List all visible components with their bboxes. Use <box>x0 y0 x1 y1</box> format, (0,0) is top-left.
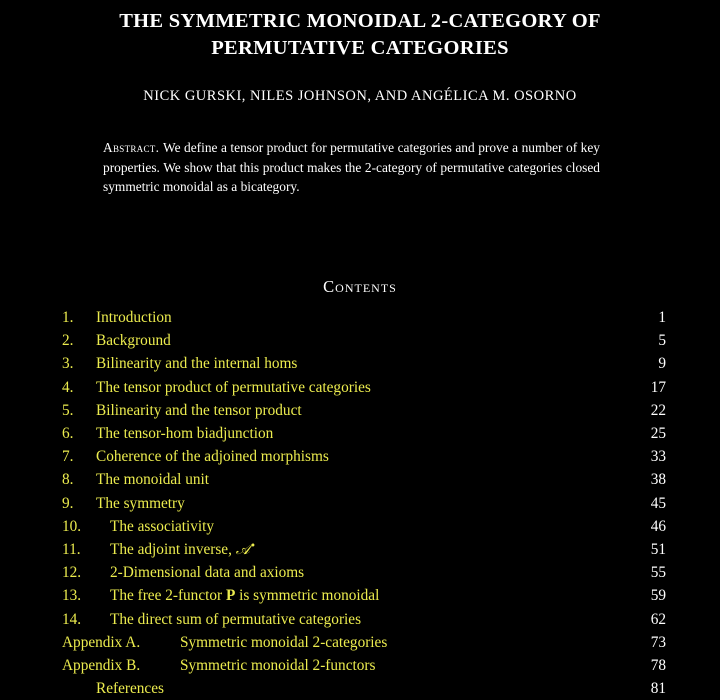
contents-heading: Contents <box>323 277 397 296</box>
toc-entry-page: 59 <box>650 587 666 605</box>
toc-entry-number: 1. <box>62 309 74 326</box>
toc-entry-number: 2. <box>62 332 74 350</box>
toc-entry-number: 10. <box>62 517 82 535</box>
toc-entry[interactable] <box>62 654 666 677</box>
toc-entry-page: 78 <box>650 657 666 675</box>
toc-entry-page: 17 <box>650 378 666 396</box>
toc-entry-number: 14. <box>62 610 82 628</box>
toc-entry-number: 8. <box>62 471 74 489</box>
page-title: THE SYMMETRIC MONOIDAL 2-CATEGORY OF PERMUTATIVE CATEGORIES <box>119 10 601 59</box>
toc-entry-title[interactable]: The direct sum of permutative categories <box>110 610 362 628</box>
toc-entry-number: 7. <box>62 448 74 466</box>
math-superscript-bullet: • <box>249 541 256 553</box>
toc-entry-page: 1 <box>658 309 666 326</box>
toc-entry[interactable] <box>62 445 666 468</box>
toc-entry[interactable] <box>62 352 666 375</box>
toc-entry[interactable] <box>62 468 666 491</box>
toc-entry-title[interactable]: 2-Dimensional data and axioms <box>110 564 305 582</box>
abstract-text: We define a tensor product for permutative categories and prove a number of key properties. We show that this product makes the 2-category of permutative categories closed symmetric monoidal as a bicategory. <box>103 140 600 195</box>
toc-entry-page: 55 <box>650 564 666 582</box>
toc-entry[interactable] <box>62 492 666 515</box>
toc-entry-number: 11. <box>62 541 81 559</box>
toc-entry[interactable] <box>62 376 666 399</box>
toc-entry-page: 5 <box>658 332 666 350</box>
toc-entry[interactable] <box>62 422 666 445</box>
toc-entry-number: 3. <box>62 355 74 373</box>
toc-entry-page: 46 <box>650 517 666 535</box>
toc-entry[interactable] <box>62 584 666 607</box>
toc-entry-page: 73 <box>650 633 666 651</box>
toc-entry-title[interactable]: Background <box>96 332 171 350</box>
toc-entry-page: 22 <box>650 401 666 419</box>
toc-entry-number: 13. <box>62 587 82 605</box>
toc-entry[interactable] <box>62 515 666 538</box>
toc-entry-page: 33 <box>650 448 666 466</box>
table-of-contents <box>62 306 666 700</box>
toc-entry-page: 51 <box>650 541 666 559</box>
toc-entry[interactable] <box>62 399 666 422</box>
toc-entry-number: 12. <box>62 564 82 582</box>
toc-entry-page: 38 <box>650 471 666 489</box>
toc-entry[interactable] <box>62 631 666 654</box>
toc-entry[interactable] <box>62 306 666 329</box>
toc-entry-page: 62 <box>650 610 666 628</box>
toc-entry-title[interactable]: The free 2-functor P is symmetric monoidal <box>110 587 380 605</box>
math-symbol-adjoint-inverse: 𝒜• <box>235 540 256 559</box>
toc-entry-title[interactable]: Introduction <box>96 309 172 326</box>
toc-entry-page: 81 <box>650 680 666 698</box>
toc-entry-number: Appendix B. <box>62 657 141 675</box>
toc-entry[interactable] <box>62 538 666 561</box>
toc-entry-title[interactable]: The monoidal unit <box>96 471 210 489</box>
math-symbol-free-2-functor: P <box>225 587 236 605</box>
toc-entry-page: 45 <box>650 494 666 512</box>
toc-entry-number: 4. <box>62 378 74 396</box>
toc-entry-title[interactable]: References <box>96 680 164 698</box>
toc-entry-page: 9 <box>658 355 666 373</box>
toc-entry-number: Appendix A. <box>62 633 141 651</box>
abstract-label: Abstract. <box>103 140 160 155</box>
toc-entry-number: 9. <box>62 494 74 512</box>
toc-entry-number: 5. <box>62 401 74 419</box>
toc-entry-title[interactable]: The adjoint inverse, 𝒜• <box>110 540 256 559</box>
toc-entry-title[interactable]: Bilinearity and the internal homs <box>96 355 298 373</box>
toc-entry[interactable] <box>62 608 666 631</box>
toc-entry-title[interactable]: The tensor-hom biadjunction <box>96 425 274 443</box>
toc-entry-page: 25 <box>650 425 666 443</box>
toc-entry-title[interactable]: The symmetry <box>96 494 185 512</box>
toc-entry-title[interactable]: Symmetric monoidal 2-functors <box>180 657 376 675</box>
toc-entry-number: 6. <box>62 425 74 443</box>
toc-entry-title[interactable]: Symmetric monoidal 2-categories <box>180 633 388 651</box>
toc-entry-title[interactable]: Coherence of the adjoined morphisms <box>96 448 329 466</box>
abstract-block <box>103 138 600 197</box>
toc-entry[interactable] <box>62 329 666 352</box>
toc-entry[interactable] <box>62 561 666 584</box>
author-list: NICK GURSKI, NILES JOHNSON, AND ANGÉLICA M. OSORNO <box>143 88 577 104</box>
toc-entry-title[interactable]: The associativity <box>110 517 215 535</box>
toc-entry-title[interactable]: Bilinearity and the tensor product <box>96 401 302 419</box>
toc-entry-title[interactable]: The tensor product of permutative categories <box>96 378 371 396</box>
